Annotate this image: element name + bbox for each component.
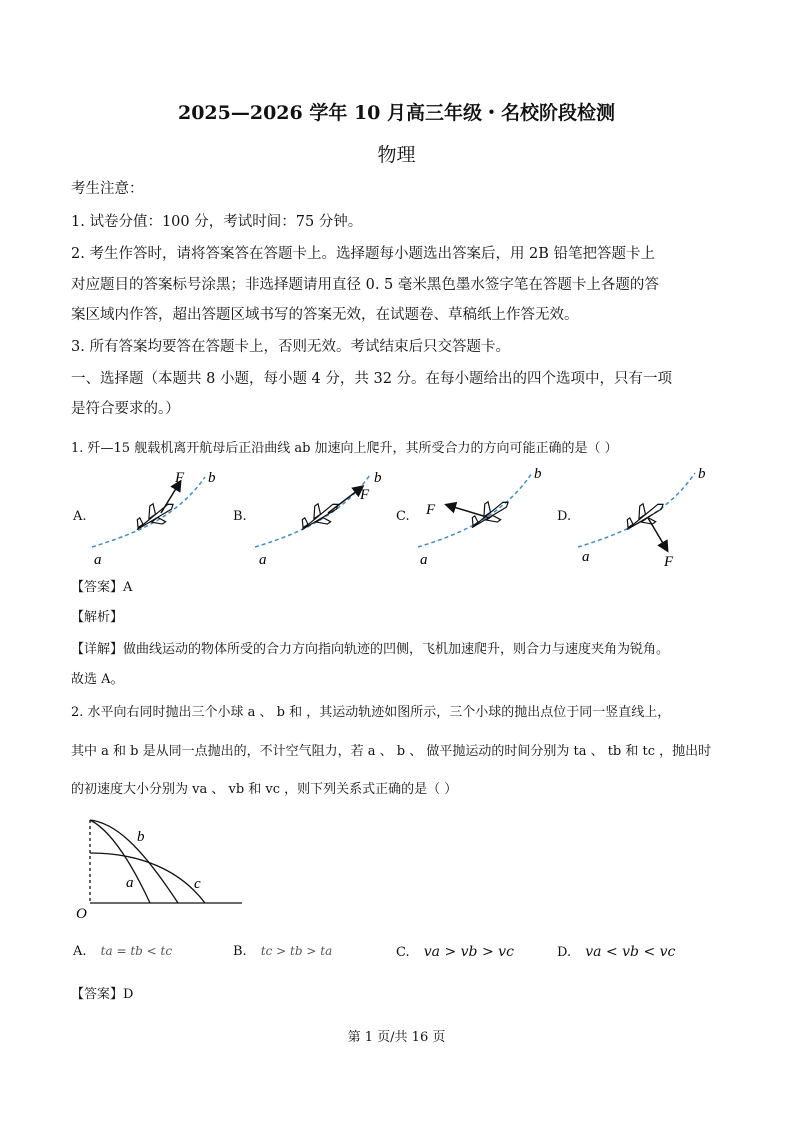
option-letter: B.: [233, 944, 247, 959]
notice-item-3: 3. 所有答案均要答在答题卡上，否则无效。考试结束后只交答题卡。: [71, 339, 510, 355]
label-a: a: [582, 549, 590, 565]
section-heading: 一、选择题（本题共 8 小题，每小题 4 分，共 32 分。在每小题给出的四个选项中，只有一项: [71, 371, 673, 387]
aircraft-icon: [130, 495, 179, 538]
q1-figures: [0, 455, 793, 575]
aircraft-icon: [620, 495, 669, 538]
q1-detail-cont: 故选 A。: [71, 672, 124, 687]
q2-option-b: [233, 944, 332, 959]
label-O: O: [76, 906, 87, 922]
q1-option-a: A.: [73, 509, 87, 524]
force-arrow: [648, 518, 667, 550]
section-heading-cont: 是符合要求的。）: [71, 401, 180, 417]
label-b: b: [374, 470, 382, 486]
q2-figure: [70, 815, 250, 925]
q1-analysis: 【解析】: [71, 610, 124, 625]
q2-answer: 【答案】D: [71, 987, 134, 1002]
label-c: c: [194, 876, 201, 892]
q1-figure-b: [255, 470, 382, 568]
option-text: tc > tb > ta: [260, 944, 333, 958]
label-a: a: [126, 875, 134, 891]
subject-title: 物理: [377, 144, 416, 166]
q1-detail: 【详解】做曲线运动的物体所受的合力方向指向轨迹的凹侧，飞机加速爬升，则合力与速度夹角为锐角。: [71, 642, 670, 657]
notice-item-2-cont: 对应题目的答案标号涂黑；非选择题请用直径 0. 5 毫米黑色墨水签字笔在答题卡上各题的答: [71, 277, 659, 293]
label-F: F: [175, 470, 185, 486]
q1-answer: 【答案】A: [71, 580, 133, 595]
option-letter: C.: [396, 945, 410, 960]
q1-figure-c: [418, 466, 542, 568]
q1-option-d: D.: [557, 509, 572, 524]
label-a: a: [259, 552, 267, 568]
page-title: 2025—2026 学年 10 月高三年级・名校阶段检测: [177, 102, 616, 124]
q1-figure-d: [578, 466, 706, 570]
q2-stem-1: 2. 水平向右同时抛出三个小球 a 、 b 和 ，其运动轨迹如图所示，三个小球的抛出点位于同一竖直线上，: [71, 705, 671, 720]
label-F: F: [664, 554, 674, 570]
label-F: F: [360, 487, 370, 503]
notice-item-2: 2. 考生作答时，请将答案答在答题卡上。选择题每小题选出答案后，用 2B 铅笔把答题卡上: [71, 246, 656, 262]
q2-option-c: [396, 944, 514, 960]
q2-option-d: [557, 944, 675, 960]
label-b: b: [534, 466, 542, 482]
label-b: b: [137, 829, 145, 845]
q1-figure-a: [92, 470, 216, 568]
notice-item-1: 1. 试卷分值：100 分，考试时间：75 分钟。: [71, 214, 363, 230]
q2-stem-2: 其中 a 和 b 是从同一点抛出的，不计空气阻力，若 a 、 b 、 做平抛运动的时间分别为 ta 、 tb 和 tc ，抛出时: [71, 744, 712, 759]
option-text: va < vb < vc: [585, 944, 676, 960]
label-a: a: [94, 552, 102, 568]
option-letter: A.: [73, 944, 87, 959]
force-arrow: [161, 482, 180, 513]
notice-item-2-cont2: 案区域内作答，超出答题区域书写的答案无效，在试题卷、草稿纸上作答无效。: [71, 307, 579, 323]
notice-heading: 考生注意：: [71, 181, 144, 197]
label-b: b: [208, 470, 216, 486]
force-arrow: [328, 487, 362, 513]
q1-option-b: B.: [233, 509, 247, 524]
force-arrow: [447, 505, 490, 518]
q1-option-c: C.: [396, 509, 410, 524]
label-F: F: [426, 502, 436, 518]
option-text: ta = tb < tc: [100, 944, 173, 958]
q1-stem: 1. 歼—15 舰载机离开航母后正沿曲线 ab 加速向上爬升，其所受合力的方向可能正确的是（ ）: [71, 441, 618, 456]
q2-option-a: [73, 944, 172, 959]
option-letter: D.: [557, 945, 572, 960]
aircraft-icon: [295, 495, 344, 538]
q2-stem-3: 的初速度大小分别为 va 、 vb 和 vc ，则下列关系式正确的是（ ）: [71, 782, 458, 797]
trajectory-b: [90, 820, 178, 903]
aircraft-icon: [465, 493, 514, 536]
page-footer: 第 1 页/共 16 页: [347, 1030, 446, 1045]
label-a: a: [420, 552, 428, 568]
option-text: va > vb > vc: [423, 944, 514, 960]
label-b: b: [698, 466, 706, 482]
